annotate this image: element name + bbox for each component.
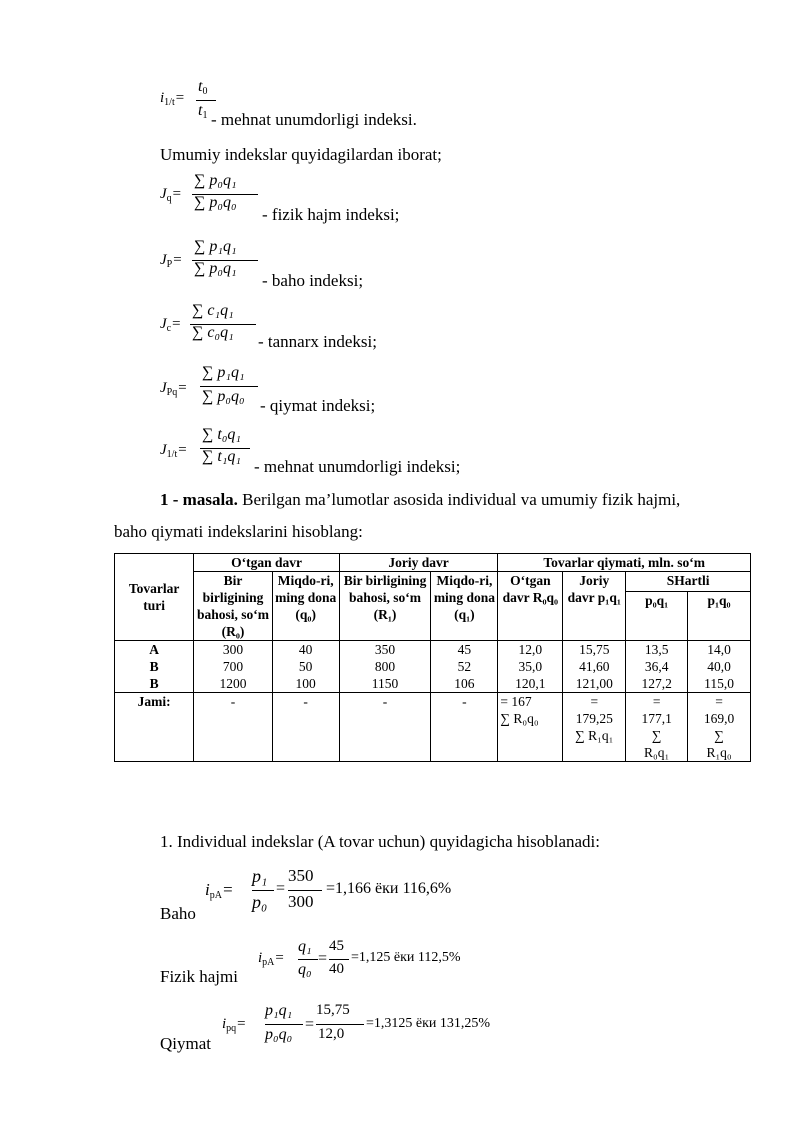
fraction-bar (316, 1024, 364, 1025)
total-p0q1: = 177,1 ∑ R₀q₁ (626, 693, 688, 762)
header-p0q1: p₀q₁ (626, 592, 688, 641)
header-joriy-p1q1: Joriy davr p₁q₁ (563, 572, 626, 641)
formula-desc: - tannarx indeksi; (258, 332, 377, 351)
calc-result: =1,125 ёки 112,5% (351, 950, 461, 965)
formula-num: ∑ t₀q₁ (202, 426, 241, 443)
formula-desc: - qiymat indeksi; (260, 396, 376, 415)
header-bir-birligining-0: Bir birligining bahosi, so‘m (R₀) (194, 572, 272, 641)
formula-lhs: i (160, 90, 165, 106)
fraction-bar (298, 959, 318, 960)
header-otgan-r0q0: O‘tgan davr R₀q₀ (498, 572, 563, 641)
formula-desc: - mehnat unumdorligi indeksi; (254, 457, 461, 476)
formula-den: ∑ p₀q₀ (194, 194, 237, 211)
formula-den: ∑ c₀q₁ (192, 324, 234, 341)
formula-num: ∑ p₁q₁ (202, 364, 245, 381)
formula-desc: - baho indeksi; (262, 271, 364, 290)
fraction-bar (252, 890, 274, 891)
col-q1: 45 52 106 (431, 641, 498, 693)
total-p1q1: = 179,25 ∑ R₁q₁ (563, 693, 626, 762)
total-p1q0: = 169,0 ∑ R₁q₀ (688, 693, 751, 762)
col-r0q0: 12,0 35,0 120,1 (498, 641, 563, 693)
formula-num: ∑ p₁q₁ (194, 238, 237, 255)
header-p1q0: p₁q₀ (688, 592, 751, 641)
header-shartli: SHartli (626, 572, 751, 592)
formula-den: ∑ t₁q₁ (202, 448, 241, 465)
table-row-total: Jami: - - - - = 167 ∑ R₀q₀ = 179,25 ∑ R₁q₁ = 177,1 ∑ R₀q₁ = 169,0 ∑ R₁q₀ (115, 693, 751, 762)
col-p1q0: 14,0 40,0 115,0 (688, 641, 751, 693)
formula-den: ∑ p₀q₀ (202, 388, 245, 405)
header-joriy-davr: Joriy davr (339, 554, 498, 572)
formula-num: ∑ c₁q₁ (192, 302, 234, 319)
fraction-bar (200, 386, 258, 387)
col-p1q1: 15,75 41,60 121,00 (563, 641, 626, 693)
task-title: 1 - masala. (160, 490, 238, 509)
calc-result: =1,3125 ёки 131,25% (366, 1016, 491, 1031)
formula-desc: - fizik hajm indeksi; (262, 205, 400, 224)
task-line-1: 1 - masala. Berilgan ma’lumotlar asosida individual va umumiy fizik hajmi, (160, 490, 681, 509)
col-p0: 300 700 1200 (194, 641, 272, 693)
calc-label: Qiymat (160, 1034, 211, 1053)
table-row (115, 641, 751, 693)
formula-num: ∑ p₀q₁ (194, 172, 237, 189)
calc-label: Fizik hajmi (160, 967, 238, 986)
header-tovar: Tovarlar turi (115, 554, 194, 641)
total-label: Jami: (115, 693, 194, 762)
fraction-bar (196, 100, 216, 101)
formula-den: ∑ p₀q₁ (194, 260, 237, 277)
total-r0q0: = 167 ∑ R₀q₀ (498, 693, 563, 762)
col-p0q1: 13,5 36,4 127,2 (626, 641, 688, 693)
fraction-bar (329, 959, 349, 960)
header-otgan-davr: O‘tgan davr (194, 554, 339, 572)
section-individual-indices: 1. Individual indekslar (A tovar uchun) quyidagicha hisoblanadi: (160, 832, 601, 851)
header-miqdori-1: Miqdo-ri, ming dona (q₁) (431, 572, 498, 641)
fraction-bar (288, 890, 322, 891)
calc-result: =1,166 ёки 116,6% (326, 880, 452, 897)
task-line-2: baho qiymati indekslarini hisoblang: (114, 522, 363, 541)
intro-text: Umumiy indekslar quyidagilardan iborat; (160, 145, 442, 164)
row-names: A B B (115, 641, 194, 693)
col-q0: 40 50 100 (272, 641, 339, 693)
formula-den: t (198, 102, 203, 119)
header-miqdori-0: Miqdo-ri, ming dona (q₀) (272, 572, 339, 641)
calc-label: Baho (160, 904, 196, 923)
formula-num: t (198, 78, 203, 95)
formula-lhs-sub: 1/t (164, 97, 175, 108)
col-p1: 350 800 1150 (339, 641, 431, 693)
fraction-bar (265, 1024, 303, 1025)
header-bir-birligining-1: Bir birligining bahosi, so‘m (R₁) (339, 572, 431, 641)
header-tovarlar-qiymati: Tovarlar qiymati, mln. so‘m (498, 554, 751, 572)
formula-desc: - mehnat unumdorligi indeksi. (211, 110, 417, 129)
data-table (114, 553, 751, 762)
